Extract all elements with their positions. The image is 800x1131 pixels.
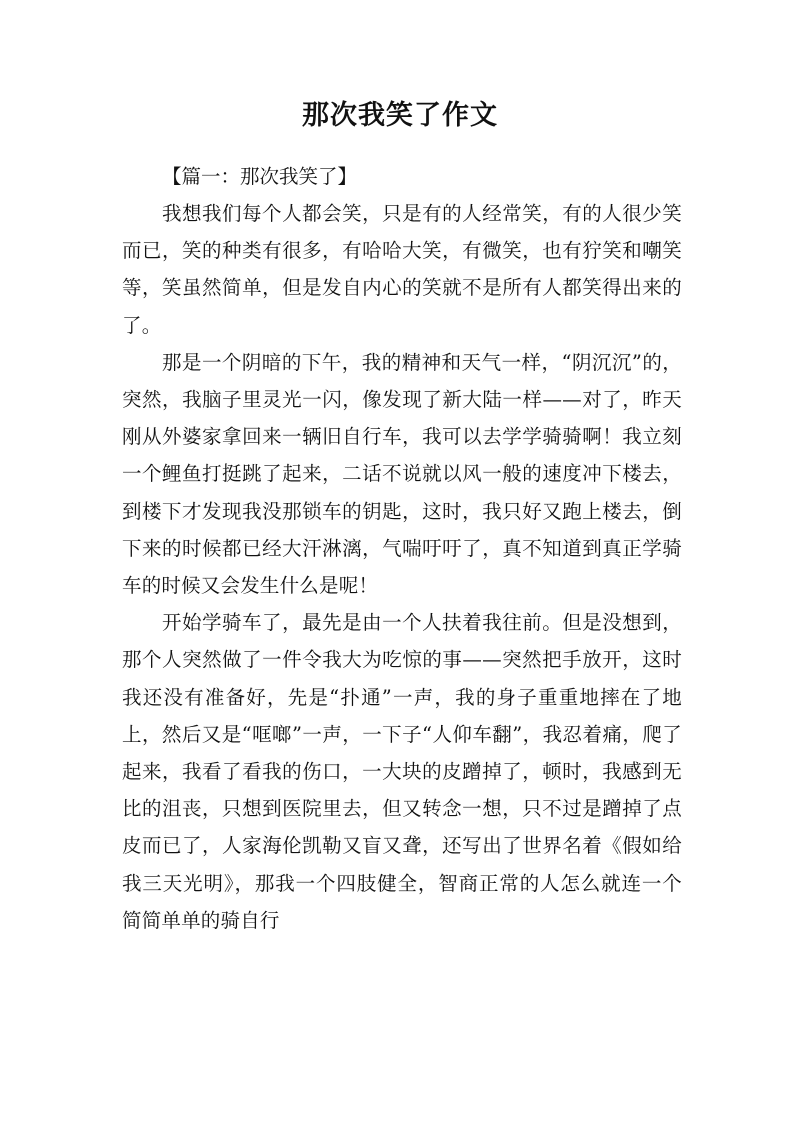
document-title: 那次我笑了作文	[302, 100, 498, 131]
paragraph-1: 我想我们每个人都会笑，只是有的人经常笑，有的人很少笑而已，笑的种类有很多，有哈哈大笑，有微笑，也有狞笑和嘲笑等，笑虽然简单，但是发自内心的笑就不是所有人都笑得出来的了。	[122, 202, 682, 337]
paragraph-2: 那是一个阴暗的下午，我的精神和天气一样，“阴沉沉”的，突然，我脑子里灵光一闪，像发现了新大陆一样——对了，昨天刚从外婆家拿回来一辆旧自行车，我可以去学学骑骑啊！我立刻一个鲤鱼打挺跳了起来，二话不说就以风一般的速度冲下楼去，到楼下才发现我没那锁车的钥匙，这时，我只好又跑上楼去，倒下来的时候都已经大汗淋漓，气喘吁吁了，真不知道到真正学骑车的时候又会发生什么是呢！	[122, 350, 682, 598]
paragraph-3: 开始学骑车了，最先是由一个人扶着我往前。但是没想到，那个人突然做了一件令我大为吃惊的事——突然把手放开，这时我还没有准备好，先是“扑通”一声，我的身子重重地摔在了地上，然后又是“哐啷”一声，一下子“人仰车翻”，我忍着痛，爬了起来，我看了看我的伤口，一大块的皮蹭掉了，顿时，我感到无比的沮丧，只想到医院里去，但又转念一想，只不过是蹭掉了点皮而已了，人家海伦凯勒又盲又聋，还写出了世界名着《假如给我三天光明》，那我一个四肢健全，智商正常的人怎么就连一个简简单单的骑自行	[122, 611, 682, 932]
document-body	[122, 158, 682, 939]
section-heading: 【篇一：那次我笑了】	[162, 165, 358, 188]
